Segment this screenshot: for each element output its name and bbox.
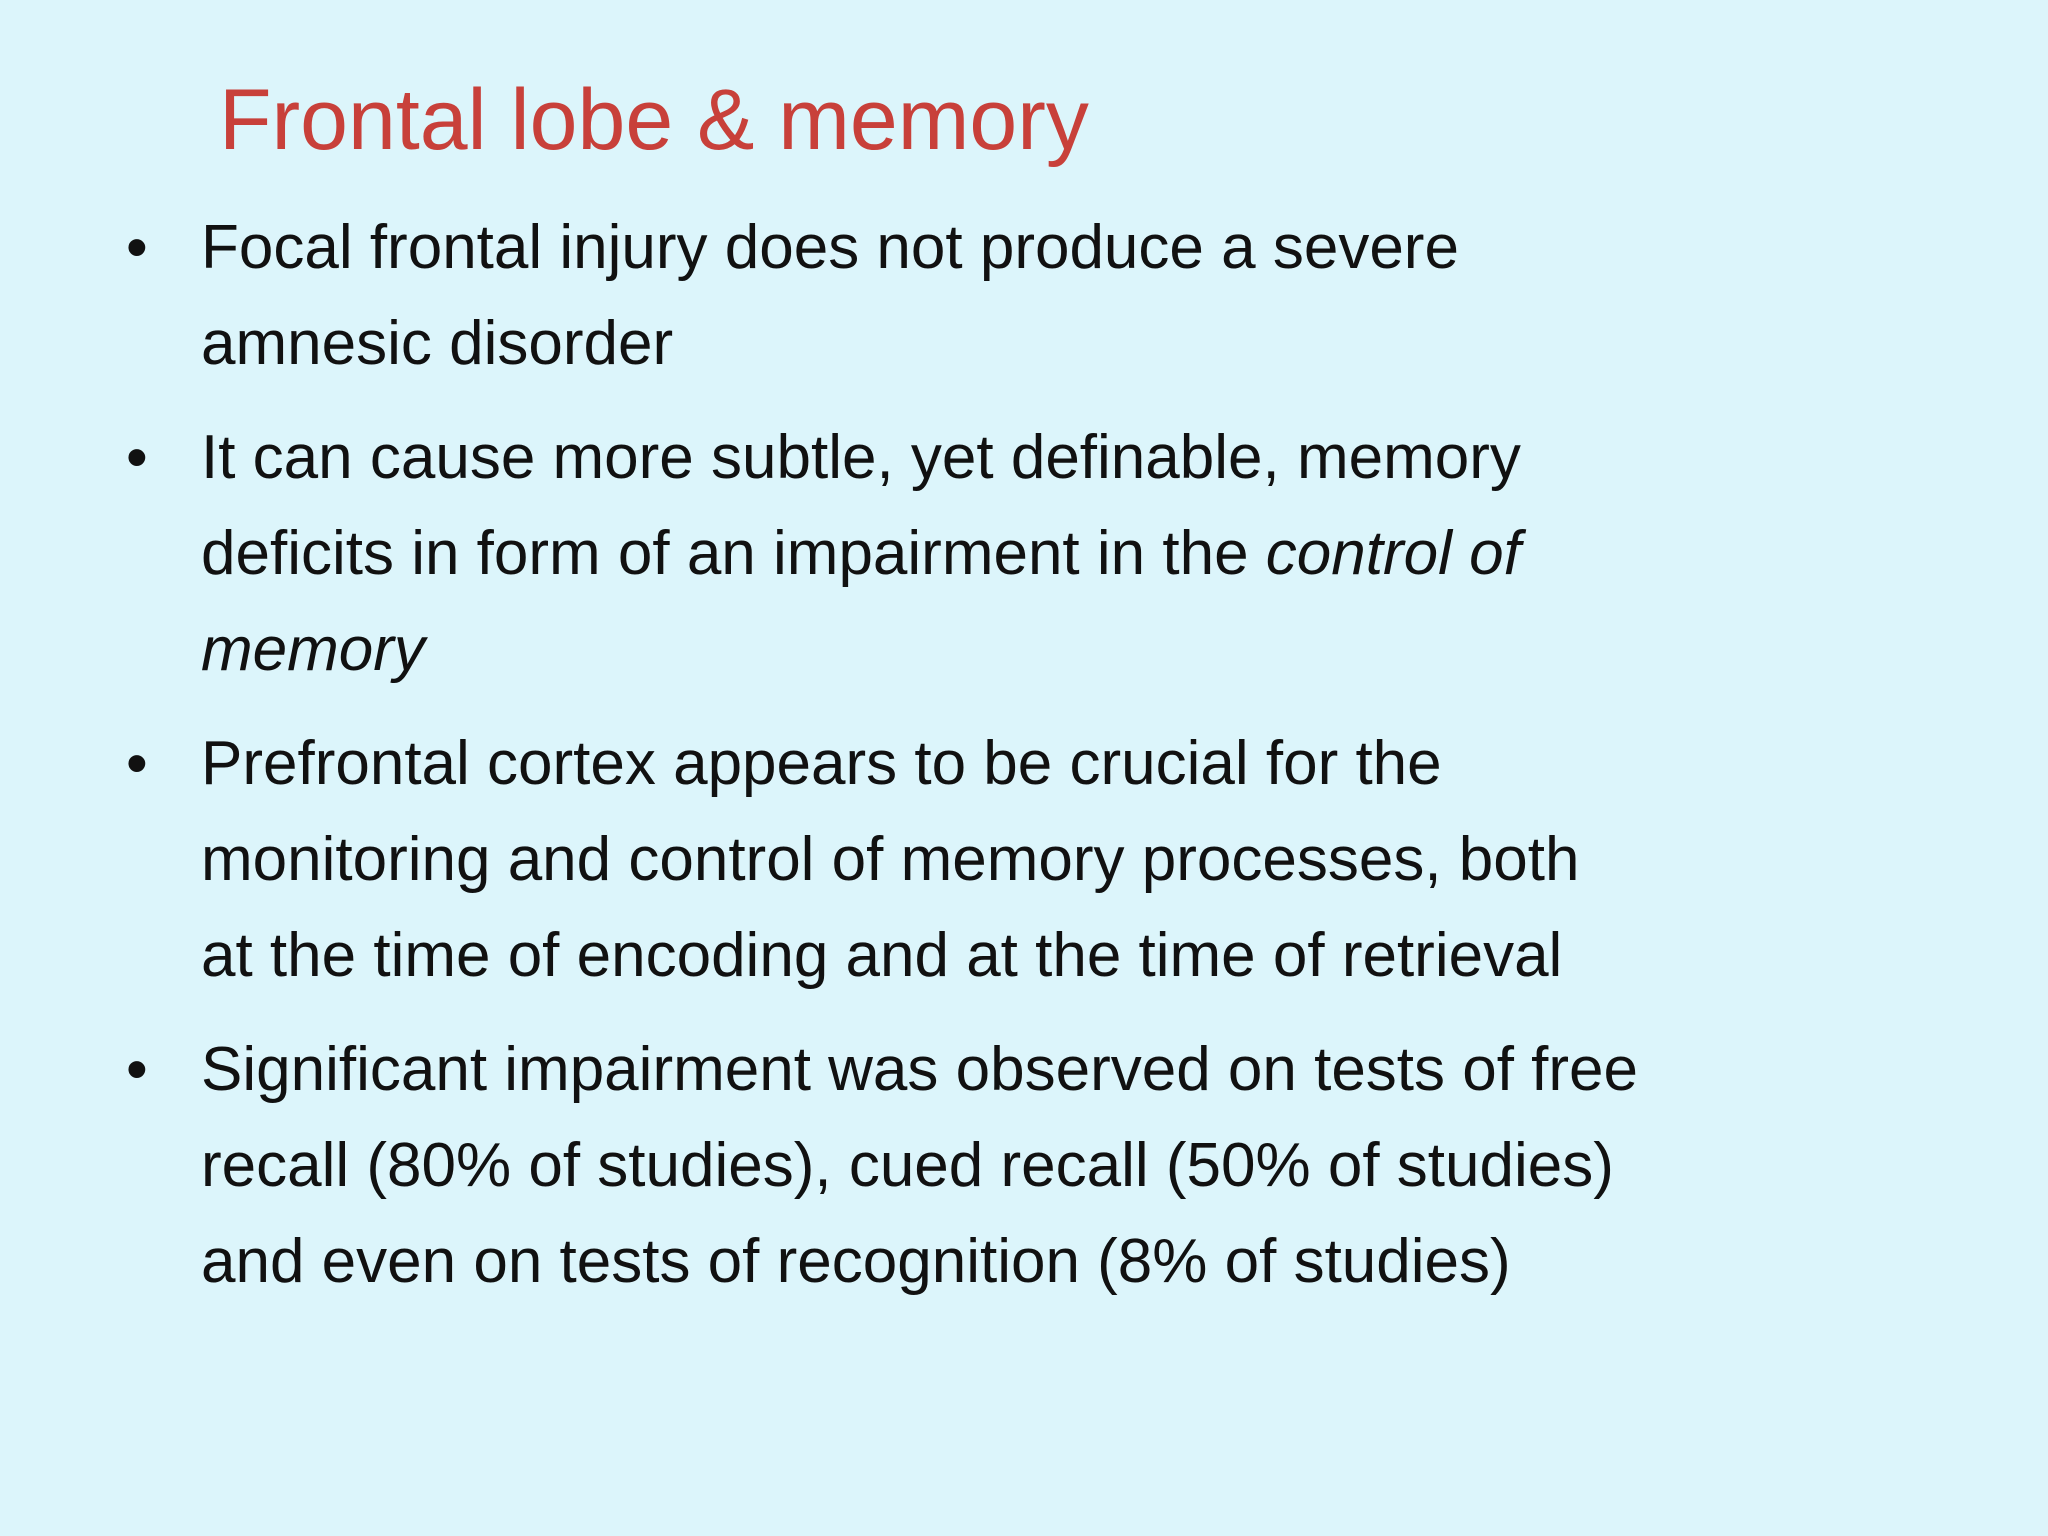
bullet-text bbox=[201, 410, 1931, 698]
bullet-line: at the time of encoding and at the time of retrieval bbox=[201, 921, 1563, 990]
bullet-line: Focal frontal injury does not produce a severe bbox=[201, 213, 1459, 282]
bullet-text bbox=[201, 200, 1931, 392]
bullet-marker: • bbox=[126, 213, 148, 282]
bullet-line: and even on tests of recognition (8% of studies) bbox=[201, 1227, 1511, 1296]
bullet-marker: • bbox=[126, 1035, 148, 1104]
bullet-line: Significant impairment was observed on tests of free bbox=[201, 1035, 1639, 1104]
bullet-line-text: deficits in form of an impairment in the bbox=[201, 519, 1266, 588]
bullet-line: recall (80% of studies), cued recall (50% of studies) bbox=[201, 1131, 1614, 1200]
slide-title: Frontal lobe & memory bbox=[219, 72, 1089, 168]
bullet-line: Prefrontal cortex appears to be crucial for the bbox=[201, 729, 1442, 798]
bullet-line: It can cause more subtle, yet definable, memory bbox=[201, 423, 1521, 492]
bullet-text bbox=[201, 1022, 1931, 1310]
bullet-line-with-emphasis bbox=[201, 506, 1931, 602]
bullet-line: monitoring and control of memory processes, both bbox=[201, 825, 1580, 894]
emphasis-line: memory bbox=[201, 615, 425, 684]
bullet-text bbox=[201, 716, 1931, 1004]
emphasis-text: control of bbox=[1265, 519, 1521, 588]
bullet-line: amnesic disorder bbox=[201, 309, 674, 378]
bullet-marker: • bbox=[126, 729, 148, 798]
bullet-marker: • bbox=[126, 423, 148, 492]
